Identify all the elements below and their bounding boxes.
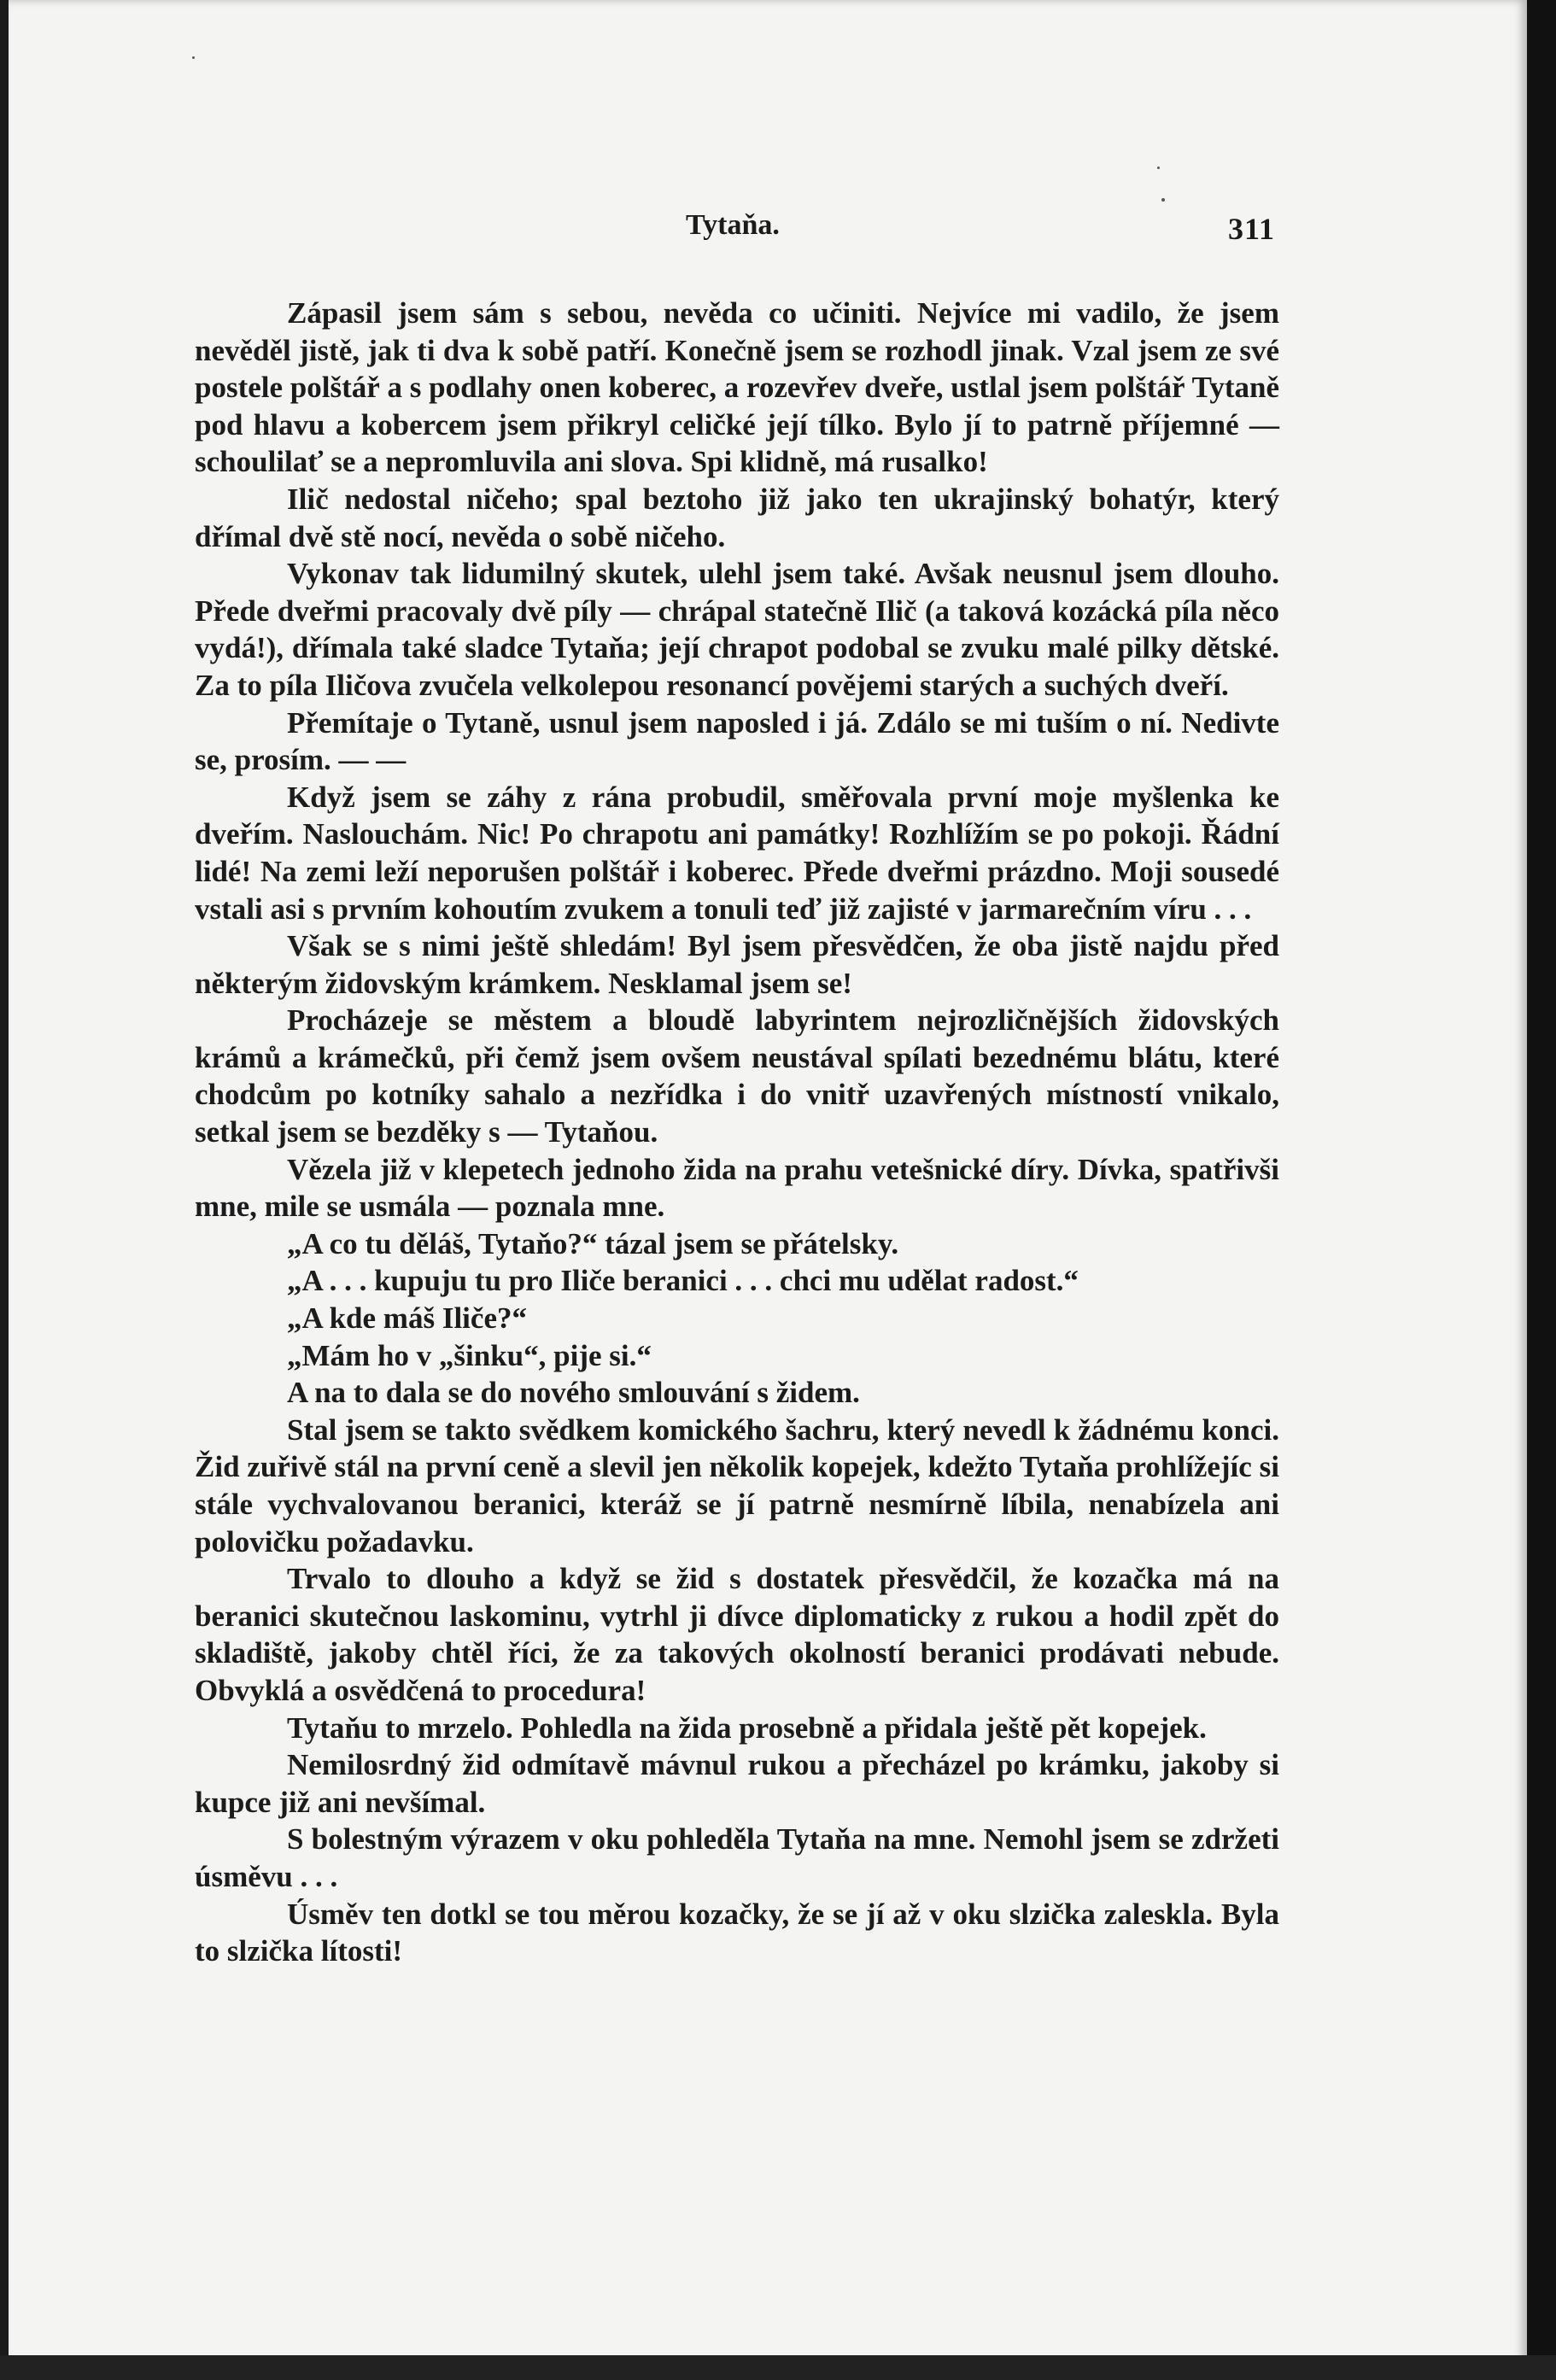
paragraph: Ilič nedostal ničeho; spal beztoho již jako ten ukrajinský bohatýr, který dřímal dvě stě nocí, nevěda o sobě ničeho. [195,482,1279,553]
paragraph: Úsměv ten dotkl se tou měrou kozačky, že se jí až v oku slzička zaleskla. Byla to slzička lítosti! [195,1897,1279,1968]
paragraph: Přemítaje o Tytaně, usnul jsem naposled i já. Zdálo se mi tuším o ní. Nedivte se, prosím. — — [195,705,1279,777]
paragraph: Vězela již v klepetech jednoho žida na prahu vetešnické díry. Dívka, spatřivši mne, mile se usmála — poznala mne. [195,1152,1279,1224]
paragraph: S bolestným výrazem v oku pohleděla Tytaňa na mne. Nemohl jsem se zdržeti úsměvu . . . [195,1822,1279,1893]
paragraph: Však se s nimi ještě shledám! Byl jsem přesvědčen, že oba jistě najdu před některým židovským krámkem. Nesklamal jsem se! [195,929,1279,1000]
print-speck [192,56,195,59]
paragraph: „Mám ho v „šinku“, pije si.“ [287,1338,652,1372]
paragraph: Tytaňu to mrzelo. Pohledla na žida prosebně a přidala ještě pět kopejek. [287,1710,1207,1745]
page-edge-shadow [1527,0,1556,2380]
body-text [195,295,1279,1970]
print-speck [1157,167,1160,169]
print-speck [1161,198,1165,202]
page-header [195,209,1275,252]
paragraph: „A . . . kupuju tu pro Iliče beranici . . . chci mu udělat radost.“ [287,1264,1079,1298]
paragraph: Stal jsem se takto svědkem komického šachru, který nevedl k žádnému konci. Žid zuřivě stál na první ceně a slevil jen několik kopejek, kdežto Tytaňa prohlížejíc si stále vychvalovanou beranici, kteráž se jí patrně nesmírně líbila, nenabízela ani polovičku požadavku. [195,1412,1279,1558]
paragraph: Zápasil jsem sám s sebou, nevěda co učiniti. Nejvíce mi vadilo, že jsem nevěděl jistě, jak ti dva k sobě patří. Konečně jsem se rozhodl jinak. Vzal jsem ze své postele polštář a s podlahy onen koberec, a rozevřev dveře, ustlal jsem polštář Tytaně pod hlavu a kobercem jsem přikryl celičké její tílko. Bylo jí to patrně příjemné — schoulilať se a nepromluvila ani slova. Spi klidně, má rusalko! [195,296,1279,479]
running-title: Tytaňa. [686,209,780,241]
paragraph: Trvalo to dlouho a když se žid s dostatek přesvědčil, že kozačka má na beranici skutečnou laskominu, vytrhl ji dívce diplomaticky z rukou a hodil zpět do skladiště, jakoby chtěl říci, že za takových okolností beranici prodávati nebude. Obvyklá a osvědčená to procedura! [195,1562,1279,1707]
paragraph: „A co tu děláš, Tytaňo?“ tázal jsem se přátelsky. [287,1226,899,1260]
page-number: 311 [1227,212,1275,246]
paragraph: Nemilosrdný žid odmítavě mávnul rukou a přecházel po krámku, jakoby si kupce již ani nevšímal. [195,1748,1279,1819]
paragraph: Vykonav tak lidumilný skutek, ulehl jsem také. Avšak neusnul jsem dlouho. Přede dveřmi pracovaly dvě píly — chrápal statečně Ilič (a taková kozácká píla něco vydá!), dřímala také sladce Tytaňa; její chrapot podobal se zvuku malé pilky dětské. Za to píla Iličova zvučela velkolepou resonancí povějemi starých a suchých dveří. [195,557,1279,702]
paragraph: A na to dala se do nového smlouvání s židem. [287,1376,860,1410]
paragraph: Procházeje se městem a bloudě labyrintem nejrozličnějších židovských krámů a krámečků, při čemž jsem ovšem neustával spílati bezednému blátu, které chodcům po kotníky sahalo a nezřídka i do vnitř uzavřených místností vnikalo, setkal jsem se bezděky s — Tytaňou. [195,1003,1279,1149]
paragraph: Když jsem se záhy z rána probudil, směřovala první moje myšlenka ke dveřím. Naslouchám. Nic! Po chrapotu ani památky! Rozhlížím se po pokoji. Řádní lidé! Na zemi leží neporušen polštář i koberec. Přede dveřmi prázdno. Moji sousedé vstali asi s prvním kohoutím zvukem a tonuli teď již zajisté v jarmarečním víru . . . [195,780,1279,926]
paragraph: „A kde máš Iliče?“ [287,1301,527,1336]
page-bottom-edge [0,2355,1556,2380]
